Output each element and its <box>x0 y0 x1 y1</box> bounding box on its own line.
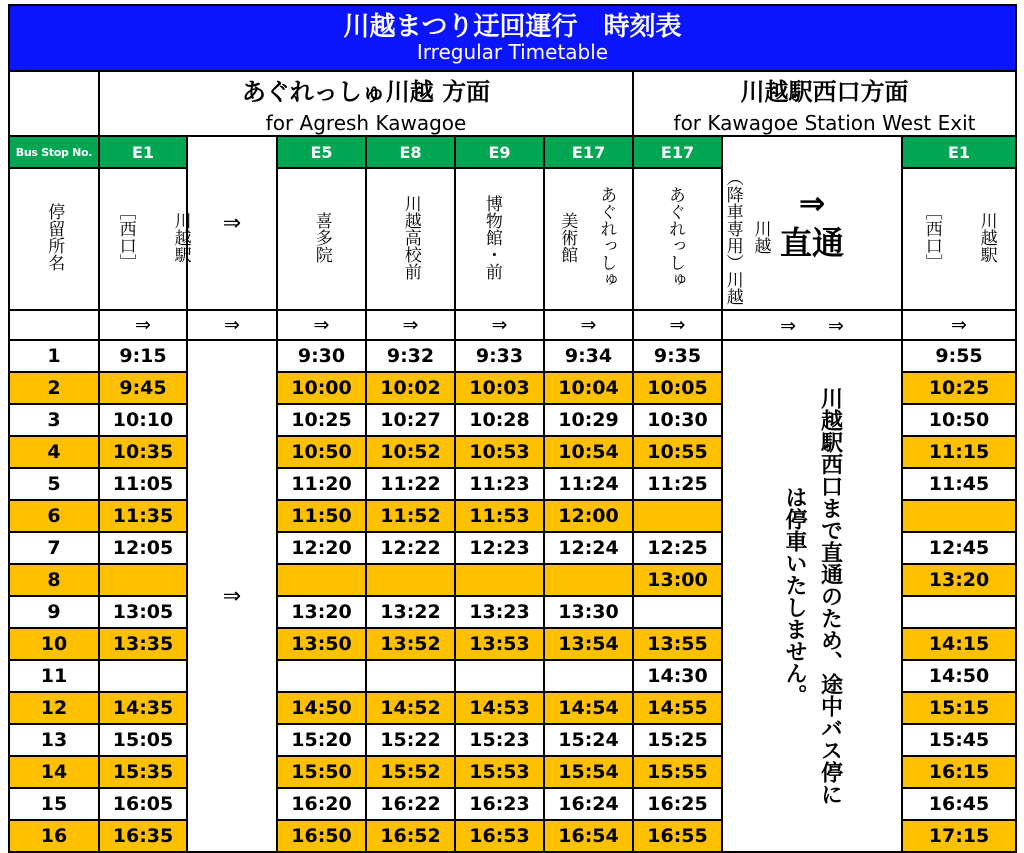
run-number: 8 <box>9 564 99 596</box>
stop-name-label: 停留所名 <box>44 203 65 271</box>
time-cell: 14:15 <box>902 628 1016 660</box>
run-number: 14 <box>9 756 99 788</box>
time-cell: 16:25 <box>633 788 722 820</box>
time-cell: 10:03 <box>455 372 544 404</box>
time-cell: 10:28 <box>455 404 544 436</box>
stop-code: E17 <box>633 136 722 168</box>
time-cell: 10:30 <box>633 404 722 436</box>
time-cell: 16:24 <box>544 788 633 820</box>
right-arrow-icon: ⇒ <box>669 314 686 336</box>
right-arrow-icon: ⇒ <box>780 314 796 337</box>
stop-name: 喜多院 <box>311 211 332 263</box>
time-cell: 12:05 <box>99 532 187 564</box>
right-arrow-icon: ⇒ <box>313 314 330 336</box>
stop-code: E8 <box>366 136 455 168</box>
time-cell: 11:23 <box>455 468 544 500</box>
stop-name-label-cell <box>9 168 99 310</box>
direction-kawagoe-en: for Kawagoe Station West Exit <box>673 111 976 135</box>
stop-code: E5 <box>277 136 366 168</box>
arrow-cell <box>187 310 277 340</box>
stop-name: 川越駅 <box>976 211 997 263</box>
time-cell: 14:50 <box>902 660 1016 692</box>
time-cell: 10:55 <box>633 436 722 468</box>
stop-name: あぐれっしゅ <box>664 186 685 288</box>
arrow-cell <box>455 310 544 340</box>
time-cell <box>99 660 187 692</box>
time-cell: 16:35 <box>99 820 187 852</box>
time-cell: 10:25 <box>277 404 366 436</box>
arrow-column <box>187 340 277 852</box>
direction-kawagoe-jp: 川越駅西口方面 <box>740 78 909 106</box>
time-cell: 13:20 <box>902 564 1016 596</box>
time-cell: 10:05 <box>633 372 722 404</box>
timetable <box>8 4 1017 853</box>
time-cell: 14:35 <box>99 692 187 724</box>
arrow-cell <box>902 310 1016 340</box>
time-cell: 13:00 <box>633 564 722 596</box>
stop-code: E17 <box>544 136 633 168</box>
arrow-cell <box>722 310 902 340</box>
time-cell <box>99 564 187 596</box>
time-cell: 13:30 <box>544 596 633 628</box>
right-arrow-icon: ⇒ <box>135 314 151 336</box>
arrow-cell <box>366 310 455 340</box>
time-cell: 13:54 <box>544 628 633 660</box>
stop-code: E1 <box>99 136 187 168</box>
time-cell: 11:50 <box>277 500 366 532</box>
time-cell <box>366 660 455 692</box>
time-cell <box>633 500 722 532</box>
time-cell: 16:20 <box>277 788 366 820</box>
time-cell: 11:35 <box>99 500 187 532</box>
time-cell <box>544 660 633 692</box>
run-number: 4 <box>9 436 99 468</box>
stop-name-sub: （降車専用）川越 <box>722 169 743 305</box>
right-arrow-icon: ⇒ <box>951 314 967 336</box>
time-cell <box>902 596 1016 628</box>
right-arrow-icon: ⇒ <box>222 583 242 609</box>
time-cell: 12:20 <box>277 532 366 564</box>
time-cell: 16:05 <box>99 788 187 820</box>
run-number: 15 <box>9 788 99 820</box>
arrows-row-blank <box>9 310 99 340</box>
title-banner <box>9 5 1016 71</box>
time-cell: 14:52 <box>366 692 455 724</box>
time-cell <box>544 564 633 596</box>
direction-agresh-en: for Agresh Kawagoe <box>265 111 467 135</box>
time-cell: 15:54 <box>544 756 633 788</box>
stop-name: 川越駅 <box>170 211 191 263</box>
time-cell: 10:04 <box>544 372 633 404</box>
time-cell: 15:55 <box>633 756 722 788</box>
time-cell: 15:35 <box>99 756 187 788</box>
run-number: 6 <box>9 500 99 532</box>
direct-label: 直通 <box>779 224 844 262</box>
time-cell <box>366 564 455 596</box>
run-number: 2 <box>9 372 99 404</box>
run-number: 1 <box>9 340 99 372</box>
time-cell: 13:35 <box>99 628 187 660</box>
stop-name: あぐれっしゅ <box>596 186 617 288</box>
run-number: 13 <box>9 724 99 756</box>
time-cell: 13:22 <box>366 596 455 628</box>
run-number: 9 <box>9 596 99 628</box>
time-cell: 16:15 <box>902 756 1016 788</box>
arrow-cell <box>633 310 722 340</box>
bus-stop-no-label: Bus Stop No. <box>9 136 99 168</box>
time-cell: 11:45 <box>902 468 1016 500</box>
right-arrow-icon: ⇒ <box>580 314 597 336</box>
time-cell: 14:53 <box>455 692 544 724</box>
time-cell <box>455 660 544 692</box>
time-cell: 15:22 <box>366 724 455 756</box>
time-cell: 16:53 <box>455 820 544 852</box>
stop-name-cell <box>902 168 1016 310</box>
time-cell: 11:20 <box>277 468 366 500</box>
time-cell: 10:10 <box>99 404 187 436</box>
direction-kawagoe <box>633 71 1016 136</box>
time-cell: 9:30 <box>277 340 366 372</box>
time-cell <box>455 564 544 596</box>
time-cell: 11:52 <box>366 500 455 532</box>
stop-name-sub: 博物館・前 <box>481 194 502 280</box>
right-arrow-icon: ⇒ <box>798 184 826 222</box>
time-cell: 15:05 <box>99 724 187 756</box>
time-cell <box>277 660 366 692</box>
time-cell: 13:50 <box>277 628 366 660</box>
direction-agresh <box>99 71 633 136</box>
time-cell: 16:55 <box>633 820 722 852</box>
time-cell: 15:45 <box>902 724 1016 756</box>
stop-name-sub: ［西口］ <box>921 203 942 271</box>
stop-name-cell <box>544 168 743 310</box>
time-cell: 10:50 <box>902 404 1016 436</box>
time-cell: 15:25 <box>633 724 722 756</box>
time-cell: 15:50 <box>277 756 366 788</box>
time-cell: 11:25 <box>633 468 722 500</box>
stop-name-cell <box>455 168 578 310</box>
right-arrow-icon: ⇒ <box>222 210 242 236</box>
run-number: 5 <box>9 468 99 500</box>
time-cell: 12:24 <box>544 532 633 564</box>
time-cell: 16:45 <box>902 788 1016 820</box>
direct-note-line: 川越駅西口まで直通のため、途中バス停に <box>817 387 843 805</box>
stop-code: E9 <box>455 136 544 168</box>
time-cell: 13:53 <box>455 628 544 660</box>
direct-note-cell <box>722 340 902 852</box>
time-cell: 13:05 <box>99 596 187 628</box>
time-cell: 13:55 <box>633 628 722 660</box>
time-cell: 10:35 <box>99 436 187 468</box>
time-cell: 14:30 <box>633 660 722 692</box>
time-cell: 11:15 <box>902 436 1016 468</box>
stop-name: 美術館 <box>557 211 578 263</box>
blank-corner <box>9 71 99 136</box>
time-cell: 12:45 <box>902 532 1016 564</box>
time-cell: 13:23 <box>455 596 544 628</box>
stop-name-sub: ［西口］ <box>115 203 136 271</box>
time-cell: 15:52 <box>366 756 455 788</box>
run-number: 12 <box>9 692 99 724</box>
time-cell: 10:27 <box>366 404 455 436</box>
right-arrow-icon: ⇒ <box>491 314 508 336</box>
stop-code: E1 <box>902 136 1016 168</box>
stop-name: 川越高校前 <box>400 194 421 280</box>
time-cell: 10:53 <box>455 436 544 468</box>
time-cell: 15:23 <box>455 724 544 756</box>
time-cell: 15:53 <box>455 756 544 788</box>
time-cell: 11:22 <box>366 468 455 500</box>
time-cell: 15:20 <box>277 724 366 756</box>
time-cell: 9:33 <box>455 340 544 372</box>
time-cell: 9:34 <box>544 340 633 372</box>
run-number: 10 <box>9 628 99 660</box>
right-arrow-icon: ⇒ <box>224 314 240 336</box>
stop-name-sub: 川越 <box>750 220 771 254</box>
time-cell: 16:52 <box>366 820 455 852</box>
time-cell: 15:24 <box>544 724 633 756</box>
time-cell: 9:15 <box>99 340 187 372</box>
time-cell: 16:23 <box>455 788 544 820</box>
time-cell: 15:15 <box>902 692 1016 724</box>
time-cell: 17:15 <box>902 820 1016 852</box>
time-cell <box>277 564 366 596</box>
time-cell: 9:35 <box>633 340 722 372</box>
stop-name-cell <box>99 168 191 310</box>
time-cell: 10:00 <box>277 372 366 404</box>
run-number: 3 <box>9 404 99 436</box>
time-cell: 10:52 <box>366 436 455 468</box>
right-arrow-icon: ⇒ <box>402 314 419 336</box>
time-cell <box>902 500 1016 532</box>
time-cell: 14:54 <box>544 692 633 724</box>
time-cell: 16:50 <box>277 820 366 852</box>
time-cell: 13:52 <box>366 628 455 660</box>
stop-name-cell <box>366 168 455 310</box>
right-arrow-icon: ⇒ <box>828 314 844 337</box>
run-number: 7 <box>9 532 99 564</box>
table-row <box>9 340 1016 372</box>
time-cell: 12:00 <box>544 500 633 532</box>
time-cell: 12:22 <box>366 532 455 564</box>
time-cell: 9:32 <box>366 340 455 372</box>
arrow-cell <box>277 310 366 340</box>
time-cell: 10:50 <box>277 436 366 468</box>
time-cell: 9:45 <box>99 372 187 404</box>
run-number: 16 <box>9 820 99 852</box>
time-cell: 16:22 <box>366 788 455 820</box>
time-cell: 16:54 <box>544 820 633 852</box>
time-cell: 12:25 <box>633 532 722 564</box>
time-cell <box>633 596 722 628</box>
time-cell: 10:54 <box>544 436 633 468</box>
time-cell: 13:20 <box>277 596 366 628</box>
stop-name-cell <box>277 168 366 310</box>
direct-note-line: は停車いたしません。 <box>782 486 807 706</box>
time-cell: 11:24 <box>544 468 633 500</box>
arrow-cell <box>544 310 633 340</box>
time-cell: 14:55 <box>633 692 722 724</box>
time-cell: 12:23 <box>455 532 544 564</box>
run-number: 11 <box>9 660 99 692</box>
title-jp: 川越まつり迂回運行 時刻表 <box>343 11 682 42</box>
arrow-cell <box>99 310 187 340</box>
time-cell: 14:50 <box>277 692 366 724</box>
time-cell: 9:55 <box>902 340 1016 372</box>
time-cell: 10:29 <box>544 404 633 436</box>
time-cell: 10:25 <box>902 372 1016 404</box>
time-cell: 11:53 <box>455 500 544 532</box>
title-en: Irregular Timetable <box>416 40 609 65</box>
time-cell: 11:05 <box>99 468 187 500</box>
arrows-row <box>9 310 1016 340</box>
time-cell: 10:02 <box>366 372 455 404</box>
direction-agresh-jp: あぐれっしゅ川越 方面 <box>241 78 491 106</box>
